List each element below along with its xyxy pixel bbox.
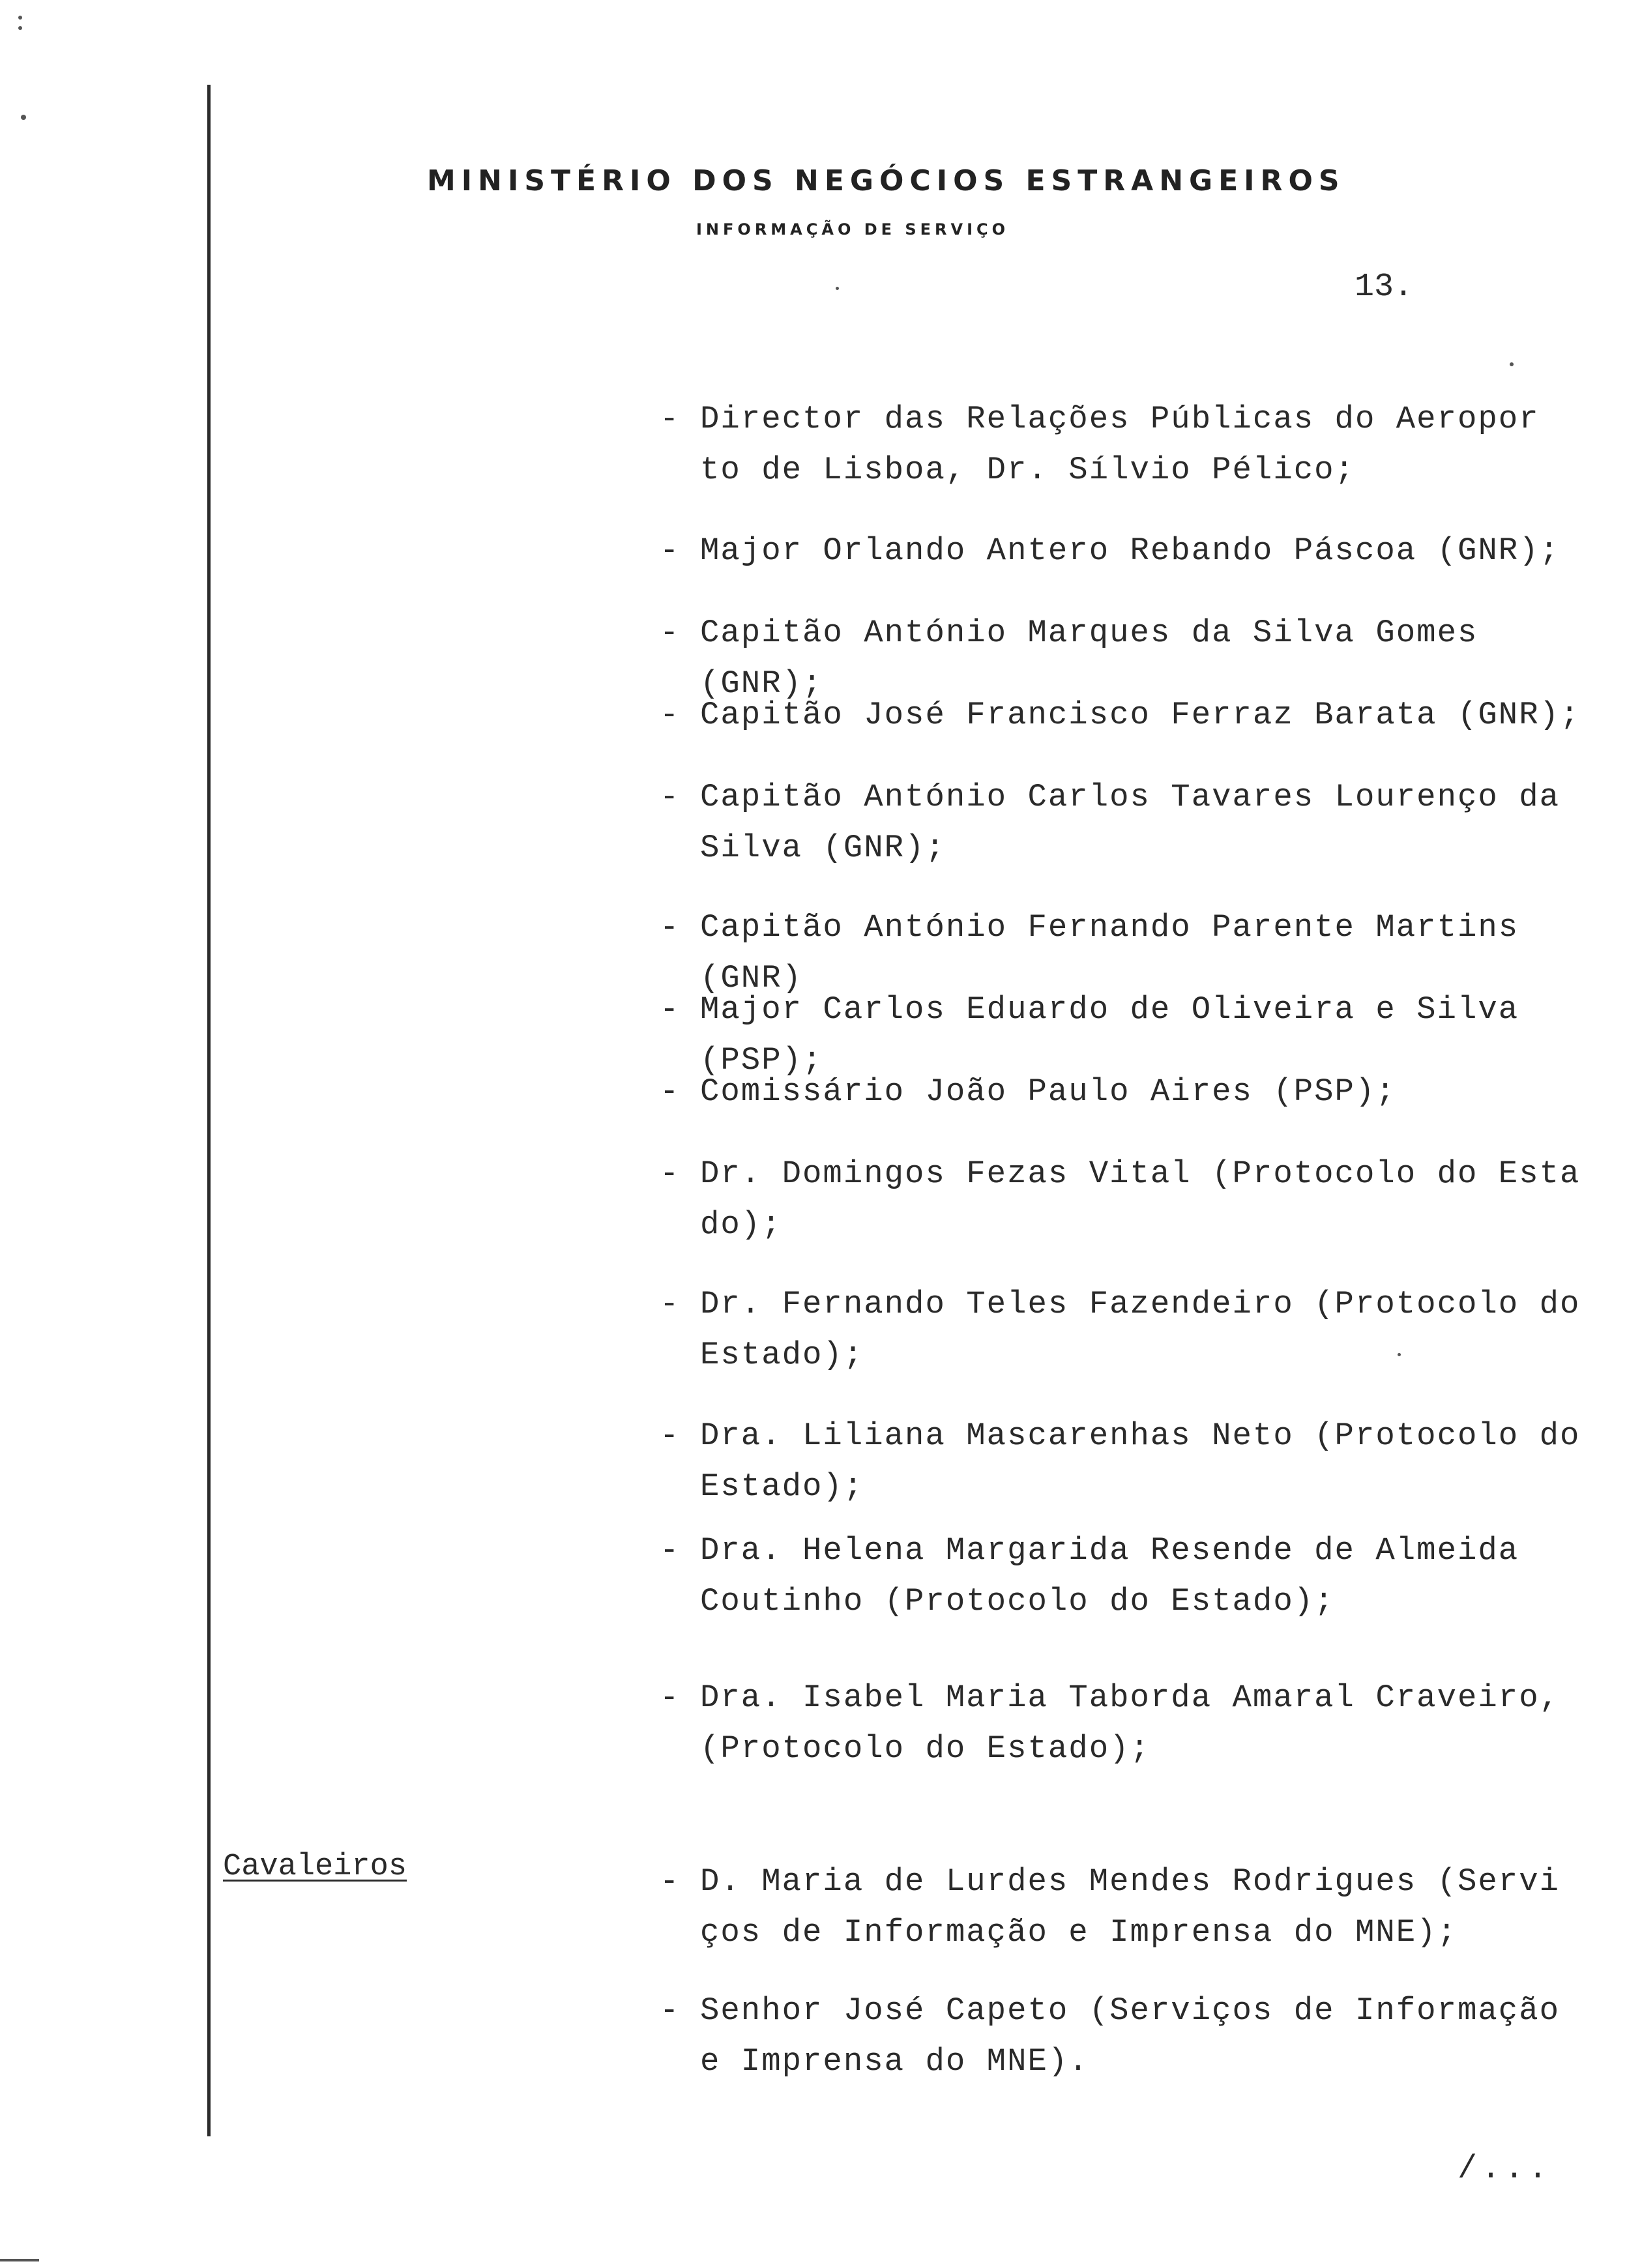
list-dash: -: [660, 779, 681, 815]
margin-rule: [207, 85, 211, 2136]
list-dash: -: [660, 1679, 681, 1716]
list-dash: -: [660, 1532, 681, 1569]
list-item: [660, 690, 1611, 740]
scan-speck: [1398, 1353, 1401, 1356]
list-dash: -: [660, 909, 681, 946]
list-item: [660, 1148, 1611, 1250]
list-item-text: Dr. Domingos Fezas Vital (Protocolo do Esta do);: [700, 1156, 1581, 1243]
list-dash: -: [660, 1418, 681, 1454]
list-item: [660, 1856, 1611, 1958]
list-item-text: Major Carlos Eduardo de Oliveira e Silva (PSP);: [700, 991, 1519, 1079]
list-item-text: Dr. Fernando Teles Fazendeiro (Protocolo do Estado);: [700, 1286, 1581, 1373]
list-item-text: Capitão António Fernando Parente Martins (GNR): [700, 909, 1519, 996]
continuation-mark: /...: [1458, 2151, 1552, 2188]
list-dash: -: [660, 532, 681, 569]
list-dash: -: [660, 1073, 681, 1110]
list-item-text: Capitão António Carlos Tavares Lourenço da Silva (GNR);: [700, 779, 1561, 866]
document-type-subtitle: INFORMAÇÃO DE SERVIÇO: [696, 220, 1010, 239]
list-dash: -: [660, 401, 681, 437]
section-label-cavaleiros: Cavaleiros: [223, 1850, 407, 1884]
list-dash: -: [660, 1156, 681, 1192]
list-item-text: Director das Relações Públicas do Aeropor to de Lisboa, Dr. Sílvio Pélico;: [700, 401, 1540, 488]
list-item: [660, 1672, 1611, 1774]
page-number: 13.: [1355, 269, 1414, 306]
scan-speck: [0, 2259, 39, 2261]
list-item-text: D. Maria de Lurdes Mendes Rodrigues (Servi ços de Informação e Imprensa do MNE);: [700, 1863, 1561, 1951]
list-item: [660, 1985, 1611, 2087]
list-item-text: Dra. Isabel Maria Taborda Amaral Craveiro, (Protocolo do Estado);: [700, 1679, 1561, 1767]
list-item: [660, 394, 1611, 495]
list-item-text: Capitão António Marques da Silva Gomes (GNR);: [700, 615, 1478, 702]
list-dash: -: [660, 1992, 681, 2029]
list-item-text: Senhor José Capeto (Serviços de Informação e Imprensa do MNE).: [700, 1992, 1561, 2080]
list-item: [660, 772, 1611, 873]
list-item: [660, 1066, 1611, 1117]
list-item-text: Dra. Liliana Mascarenhas Neto (Protocolo do Estado);: [700, 1418, 1581, 1505]
list-dash: -: [660, 991, 681, 1028]
list-item-text: Dra. Helena Margarida Resende de Almeida Coutinho (Protocolo do Estado);: [700, 1532, 1519, 1620]
list-item: [660, 1279, 1611, 1380]
scan-speck: [1510, 362, 1514, 366]
ministry-title: MINISTÉRIO DOS NEGÓCIOS ESTRANGEIROS: [427, 164, 1345, 197]
list-item: [660, 525, 1611, 576]
list-dash: -: [660, 1863, 681, 1900]
list-dash: -: [660, 615, 681, 651]
scan-speck: [18, 26, 22, 30]
list-item: [660, 1525, 1611, 1627]
list-item-text: Comissário João Paulo Aires (PSP);: [700, 1073, 1396, 1110]
scan-speck: [836, 287, 839, 290]
list-dash: -: [660, 697, 681, 733]
list-item-text: Major Orlando Antero Rebando Páscoa (GNR);: [700, 532, 1561, 569]
list-item-text: Capitão José Francisco Ferraz Barata (GNR);: [700, 697, 1581, 733]
list-item: [660, 1410, 1611, 1512]
scan-speck: [18, 16, 22, 20]
list-dash: -: [660, 1286, 681, 1322]
scan-speck: [21, 115, 26, 120]
